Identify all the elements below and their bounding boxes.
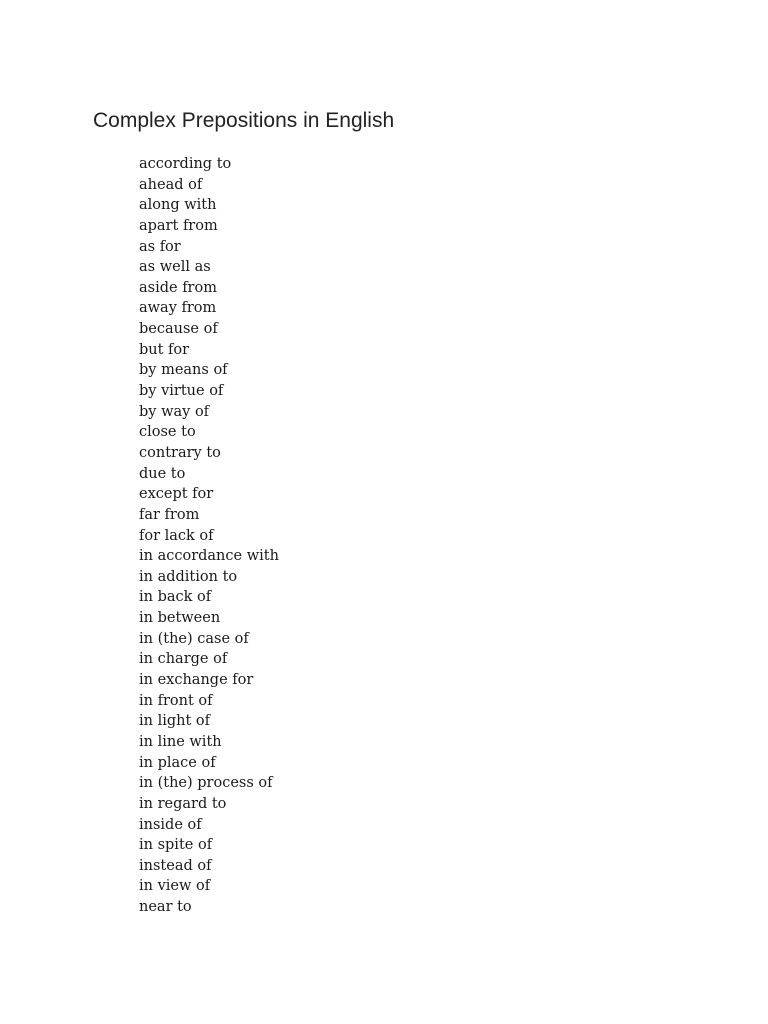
list-item: in accordance with	[139, 548, 279, 565]
page-title: Complex Prepositions in English	[93, 109, 395, 132]
list-item: aside from	[139, 279, 217, 296]
list-item: in charge of	[139, 651, 228, 668]
list-item: because of	[139, 321, 218, 338]
list-item: in regard to	[139, 795, 227, 812]
list-item: in back of	[139, 589, 212, 606]
list-item: in spite of	[139, 837, 213, 854]
list-item: as for	[139, 238, 181, 255]
list-item: by means of	[139, 362, 228, 379]
list-item: in exchange for	[139, 672, 254, 689]
list-item: according to	[139, 156, 232, 172]
list-item: as well as	[139, 259, 211, 276]
list-item: near to	[139, 899, 192, 916]
list-item: in between	[139, 610, 221, 627]
list-item: except for	[139, 486, 214, 503]
list-item: close to	[139, 424, 196, 441]
list-item: for lack of	[139, 527, 214, 544]
list-item: contrary to	[139, 444, 221, 461]
list-item: in light of	[139, 713, 211, 730]
list-item: apart from	[139, 217, 218, 234]
list-item: in addition to	[139, 568, 238, 585]
list-item: in front of	[139, 692, 213, 709]
list-item: in place of	[139, 754, 216, 771]
list-item: in (the) process of	[139, 775, 273, 792]
list-item: instead of	[139, 857, 212, 874]
list-item: inside of	[139, 816, 202, 833]
list-item: by virtue of	[139, 383, 224, 400]
list-item: in (the) case of	[139, 630, 249, 647]
list-item: away from	[139, 300, 217, 317]
list-item: but for	[139, 341, 190, 358]
list-item: in line with	[139, 733, 222, 750]
list-item: by way of	[139, 403, 210, 420]
list-item: in view of	[139, 878, 211, 895]
preposition-list	[139, 154, 279, 918]
list-item: due to	[139, 465, 186, 482]
list-item: far from	[139, 506, 200, 523]
list-item: ahead of	[139, 176, 203, 193]
list-item: along with	[139, 197, 217, 214]
